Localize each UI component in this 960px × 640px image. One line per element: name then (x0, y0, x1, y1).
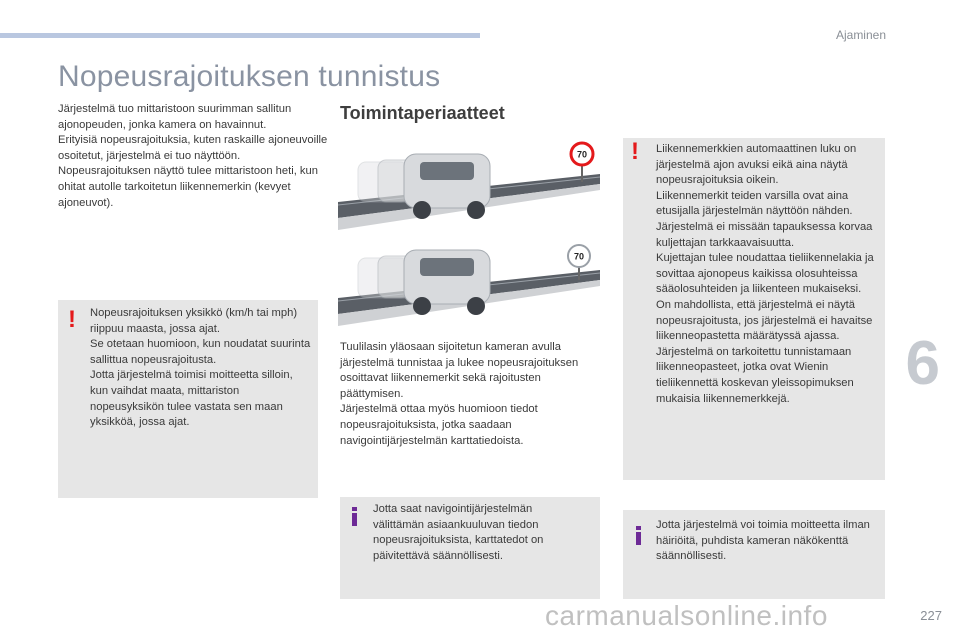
speed-sign-top: 70 (576, 149, 588, 160)
watermark: carmanualsonline.info (545, 600, 828, 631)
chapter-number: 6 (905, 329, 940, 398)
warning-line: Liikennemerkkien automaattinen luku on järjestelmä ajon avuksi eikä aina näytä nopeusrajoituksia oikein. (656, 143, 857, 187)
intro-paragraph: Erityisiä nopeusrajoituksia, kuten raskaille ajoneuvoille osoitetut, järjestelmä ei tuo näyttöön. (58, 134, 328, 162)
info-middle-text: Jotta saat navigointijärjestelmän välittämän asiaankuuluvan tiedon nopeusrajoituksista, karttatedot on päivitettävä säännöllisesti. (373, 503, 544, 562)
warning-line: Järjestelmä ei missään tapauksessa korvaa kuljettajan tarkkaavaisuutta. (656, 220, 873, 249)
car-camera-illustration-top (338, 140, 600, 230)
principles-heading: Toimintaperiaatteet (340, 103, 505, 123)
intro-paragraph: Järjestelmä tuo mittaristoon suurimman sallitun ajonopeuden, jonka kamera on havainnut. (58, 103, 292, 131)
info-icon (352, 507, 357, 526)
speed-sign-bottom: 70 (573, 251, 585, 262)
warning-line: Järjestelmä on tarkoitettu tunnistamaan liikenneopasteet, jotka ovat Wienin tieliikennettä koskevan yleissopimuksen mukaisia liikennemerkkejä. (656, 345, 854, 405)
principles-text (340, 340, 600, 449)
warning-left-text (90, 306, 312, 431)
warning-line: Kujettajan tulee noudattaa tieliikennelakia ja sovittaa ajonopeus kaikissa olosuhteissa sääolosuhteiden ja liikenteen mukaiseksi. (656, 252, 874, 296)
intro-paragraph: Nopeusrajoituksen näyttö tulee mittaristoon heti, kun ohitat autolle tarkoitetun liikennemerkin (kevyet ajoneuvot). (58, 165, 318, 209)
info-right-text: Jotta järjestelmä voi toimia moitteetta ilman häiriöitä, puhdista kameran näkökenttä säännöllisesti. (656, 519, 870, 563)
warning-right-text (656, 142, 882, 407)
page-title: Nopeusrajoituksen tunnistus (58, 60, 441, 93)
warning-line: Liikennemerkit teiden varsilla ovat aina etusijalla järjestelmän näyttöön nähden. (656, 189, 853, 218)
principles-paragraph: Tuulilasin yläosaan sijoitetun kameran avulla järjestelmä tunnistaa ja lukee nopeusrajoituksen osoittavat liikennemerkit sekä rajoitusten päättymisen. (340, 341, 579, 400)
page-number: 227 (920, 608, 942, 623)
car-camera-illustration-bottom (338, 236, 600, 326)
warning-line: Se otetaan huomioon, kun noudatat suurinta sallittua nopeusrajoitusta. (90, 338, 311, 366)
warning-icon: ! (68, 306, 76, 333)
warning-line: Jotta järjestelmä toimisi moitteetta silloin, kun vaihdat maata, mittariston nopeusyksikön tulee vastata sen maan yksikköä, jossa ajat. (90, 369, 293, 429)
warning-icon: ! (631, 138, 639, 165)
section-label: Ajaminen (835, 28, 886, 42)
warning-line: On mahdollista, että järjestelmä ei näytä nopeusrajoitusta, jos järjestelmä ei havaitse liikenneopastetta määrätyssä ajassa. (656, 298, 873, 343)
principles-paragraph: Järjestelmä ottaa myös huomioon tiedot nopeusrajoituksista, jotka saadaan navigointijärjestelmän karttatiedoista. (340, 403, 538, 447)
info-icon (636, 526, 641, 545)
intro-text (58, 102, 328, 211)
header-accent-bar (0, 33, 480, 38)
warning-line: Nopeusrajoituksen yksikkö (km/h tai mph) riippuu maasta, jossa ajat. (90, 307, 298, 335)
